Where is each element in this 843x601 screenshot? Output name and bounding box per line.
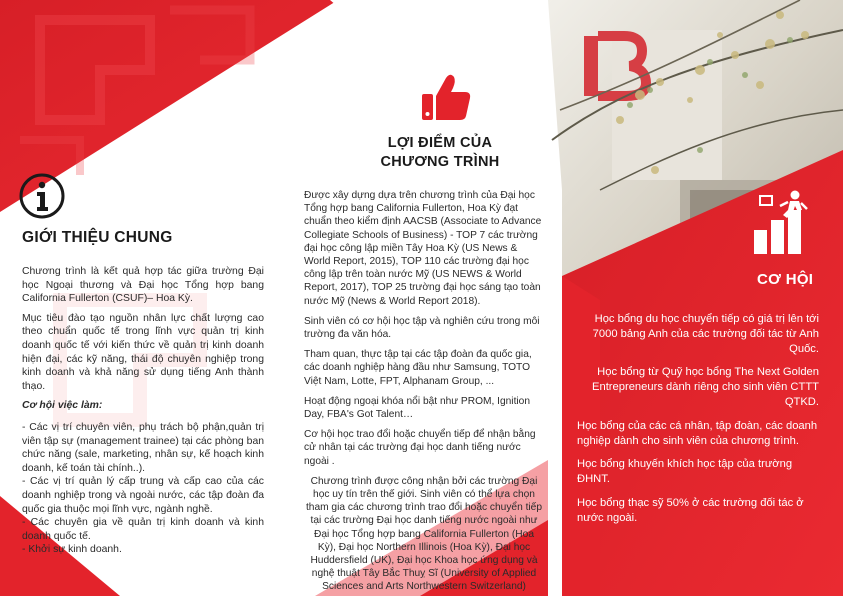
job-item: - Các vị trí chuyên viên, phụ trách bộ phận,quản trị viên tập sự (management trainee) tại các phòng ban chức năng (sale, marketing, nhân sự, kế hoạch kinh doanh, kế toán tài chính..). — [22, 421, 264, 474]
gioi-thieu-paragraph-1: Chương trình là kết quả hợp tác giữa trường Đại học Ngoại thương và Đại học Tổng hợp bang California Fullerton (CSUF)– Hoa Kỳ. — [22, 266, 264, 305]
job-opportunity-subtitle: Cơ hội việc làm: — [22, 400, 103, 412]
co-hoi-paragraph-1: Học bổng du học chuyển tiếp có giá trị lên tới 7000 bảng Anh của các trường đối tác từ Anh Quốc. — [592, 313, 819, 355]
loi-diem-heading-line-1: LỢI ĐIỂM CỦA — [387, 135, 493, 151]
co-hoi-heading: CƠ HỘI — [757, 271, 814, 288]
co-hoi-paragraph-4: Học bổng khuyến khích học tập của trường ĐHNT. — [577, 458, 793, 486]
thumbs-up-icon — [418, 70, 474, 126]
info-circle-icon — [18, 172, 66, 220]
job-item: - Các vị trí quản lý cấp trung và cấp cao của các doanh nghiệp trong và ngoài nước, các tập đoàn đa quốc gia thuộc mọi lĩnh vực, ngành nghề. — [22, 476, 264, 515]
gioi-thieu-column — [22, 265, 264, 557]
co-hoi-paragraph-2: Học bổng từ Quỹ học bổng The Next Golden Entrepreneurs dành riêng cho sinh viên CTTT QTKD. — [592, 366, 819, 408]
loi-diem-paragraph-5: Cơ hội học trao đổi hoặc chuyển tiếp để nhận bằng cử nhân tại các trường đại học danh tiếng nước ngoài . — [304, 429, 536, 467]
loi-diem-paragraph-2: Sinh viên có cơ hội học tập và nghiên cứu trong môi trường đa văn hóa. — [304, 315, 540, 341]
loi-diem-heading — [378, 134, 502, 172]
job-item: - Các chuyên gia về quản trị kinh doanh và kinh doanh quốc tế. — [22, 517, 264, 542]
co-hoi-paragraph-5: Học bổng thạc sỹ 50% ở các trường đối tác ở nước ngoài. — [577, 496, 804, 524]
loi-diem-heading-line-2: CHƯƠNG TRÌNH — [380, 154, 500, 170]
loi-diem-column — [304, 189, 544, 601]
job-item: - Khởi sự kinh doanh. — [22, 544, 122, 556]
job-list — [22, 421, 264, 557]
loi-diem-paragraph-1: Được xây dựng dựa trên chương trình của Đại học Tổng hợp bang California Fullerton, Hoa Kỳ đạt chuẩn theo kiểm định AACSB (Associate to Advance Collegiate Schools of Business) - TOP 7 các trường đại học công lập miền Tây Hoa Kỳ (US News & World Report, 2015), TOP 110 các trường đại học công lập trên toàn nước Mỹ (US NEWS & World Report, 2017), TOP 25 trường đại học sáng tạo toàn nước Mỹ (News & World Report 2018). — [304, 190, 542, 307]
gioi-thieu-paragraph-2: Mục tiêu đào tạo nguồn nhân lực chất lượng cao theo chuẩn quốc tế trong lĩnh vực quản trị kinh doanh quốc tế với kiến thức về quản trị kinh doanh hiện đại, các kỹ năng, thái độ chuyên nghiệp trong kinh doanh và khả năng sử dụng tiếng Anh thành thạo. — [22, 312, 264, 392]
person-climbing-bars-icon — [752, 190, 814, 256]
co-hoi-column — [577, 312, 819, 535]
loi-diem-paragraph-4: Hoạt động ngoại khóa nổi bật như PROM, Ignition Day, FBA's Got Talent… — [304, 395, 530, 421]
loi-diem-paragraph-6: Chương trình được công nhận bởi các trường Đại học uy tín trên thế giới. Sinh viên có thể lựa chọn tham gia các chương trình trao đổi hoặc chuyển tiếp tại các trường Đại học danh tiếng nước ngoài như Đại học Tổng hợp bang California Fullerton (Hoa Kỳ), Đại học Northern Illinois (Hoa Kỳ), Đại học Huddersfield (UK), Đại học Khoa học ứng dụng và nghệ thuật Tây Bắc Thuỵ Sĩ (University of Applied Sciences and Arts Northwestern Switzerland) — [305, 475, 543, 593]
loi-diem-paragraph-3: Tham quan, thực tập tại các tập đoàn đa quốc gia, các doanh nghiệp hàng đầu như Samsung, TOTO Việt Nam, Lotte, FPT, Alphanam Group, ... — [304, 349, 532, 387]
co-hoi-paragraph-3: Học bổng của các cá nhân, tập đoàn, các doanh nghiệp dành cho sinh viên của chương trình. — [577, 419, 818, 447]
gioi-thieu-heading: GIỚI THIỆU CHUNG — [22, 229, 173, 246]
